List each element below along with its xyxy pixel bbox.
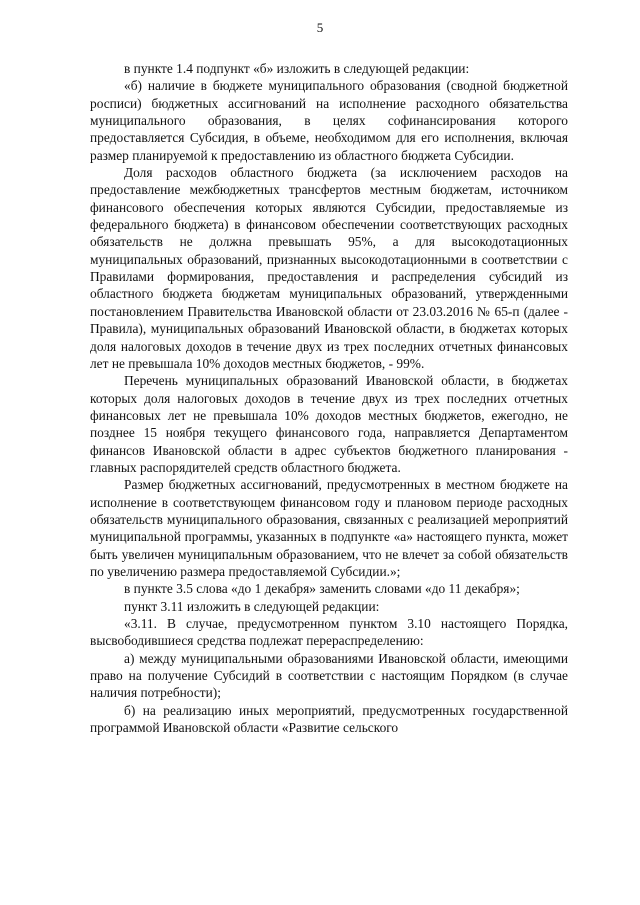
paragraph-subpoint-b: «б) наличие в бюджете муниципального образования (сводной бюджетной росписи) бюджетных ассигнований на исполнение расходного обязательства муниципального образования, в целях софинансирования которого предоставляется Субсидия, в объеме, необходимом для его исполнения, включая размер планируемой к предоставлению из областного бюджета Субсидии. xyxy=(90,78,568,163)
paragraph-point-3-11-intro: пункт 3.11 изложить в следующей редакции: xyxy=(124,598,380,614)
paragraph-allocation-size: Размер бюджетных ассигнований, предусмотренных в местном бюджете на исполнение в соответствующем финансовом году и плановом периоде расходных обязательств муниципального образования, связанных с реализацией мероприятий муниципальной программы, указанных в подпункте «а» настоящего пункта, может быть увеличен муниципальным образованием, что не влечет за собой обязательств по увеличению размера предоставляемой Субсидии.»; xyxy=(90,477,568,579)
page-number: 5 xyxy=(316,20,324,35)
document-body xyxy=(90,60,568,736)
paragraph-budget-share: Доля расходов областного бюджета (за исключением расходов на предоставление межбюджетных трансфертов местным бюджетам, источником финансового обеспечения которых являются Субсидии, предоставляемые из федерального бюджета) в финансовом обеспечении соответствующих расходных обязательств не должна превышать 95%, а для высокодотационных муниципальных образований, признанных высокодотационными в соответствии с Правилами формирования, предоставления и распределения субсидий из областного бюджета бюджетам муниципальных образований, утвержденными постановлением Правительства Ивановской области от 23.03.2016 № 65-п (далее - Правила), муниципальных образований Ивановской области, в бюджетах которых доля налоговых доходов в течение двух из трех последних отчетных финансовых лет не превышала 10% доходов местных бюджетов, - 99%. xyxy=(90,165,568,371)
paragraph-item-b: б) на реализацию иных мероприятий, предусмотренных государственной программой Ивановской области «Развитие сельского xyxy=(90,702,568,736)
paragraph-point-3-11: «3.11. В случае, предусмотренном пунктом 3.10 настоящего Порядка, высвободившиеся средства подлежат перераспределению: xyxy=(90,616,568,649)
paragraph-point-3-5: в пункте 3.5 слова «до 1 декабря» заменить словами «до 11 декабря»; xyxy=(124,581,520,597)
paragraph-item-a: а) между муниципальными образованиями Ивановской области, имеющими право на получение Субсидий в соответствии с настоящим Порядком (в случае наличия потребности); xyxy=(90,650,568,701)
paragraph-intro: в пункте 1.4 подпункт «б» изложить в следующей редакции: xyxy=(124,61,470,76)
paragraph-municipal-list: Перечень муниципальных образований Ивановской области, в бюджетах которых доля налоговых доходов в течение двух из трех последних отчетных финансовых лет не превышала 10% доходов местных бюджетов, ежегодно, не позднее 15 ноября текущего финансового года, направляется Департаментом финансов Ивановской области в адрес субъектов бюджетного планирования - главных распорядителей средств областного бюджета. xyxy=(90,373,568,475)
